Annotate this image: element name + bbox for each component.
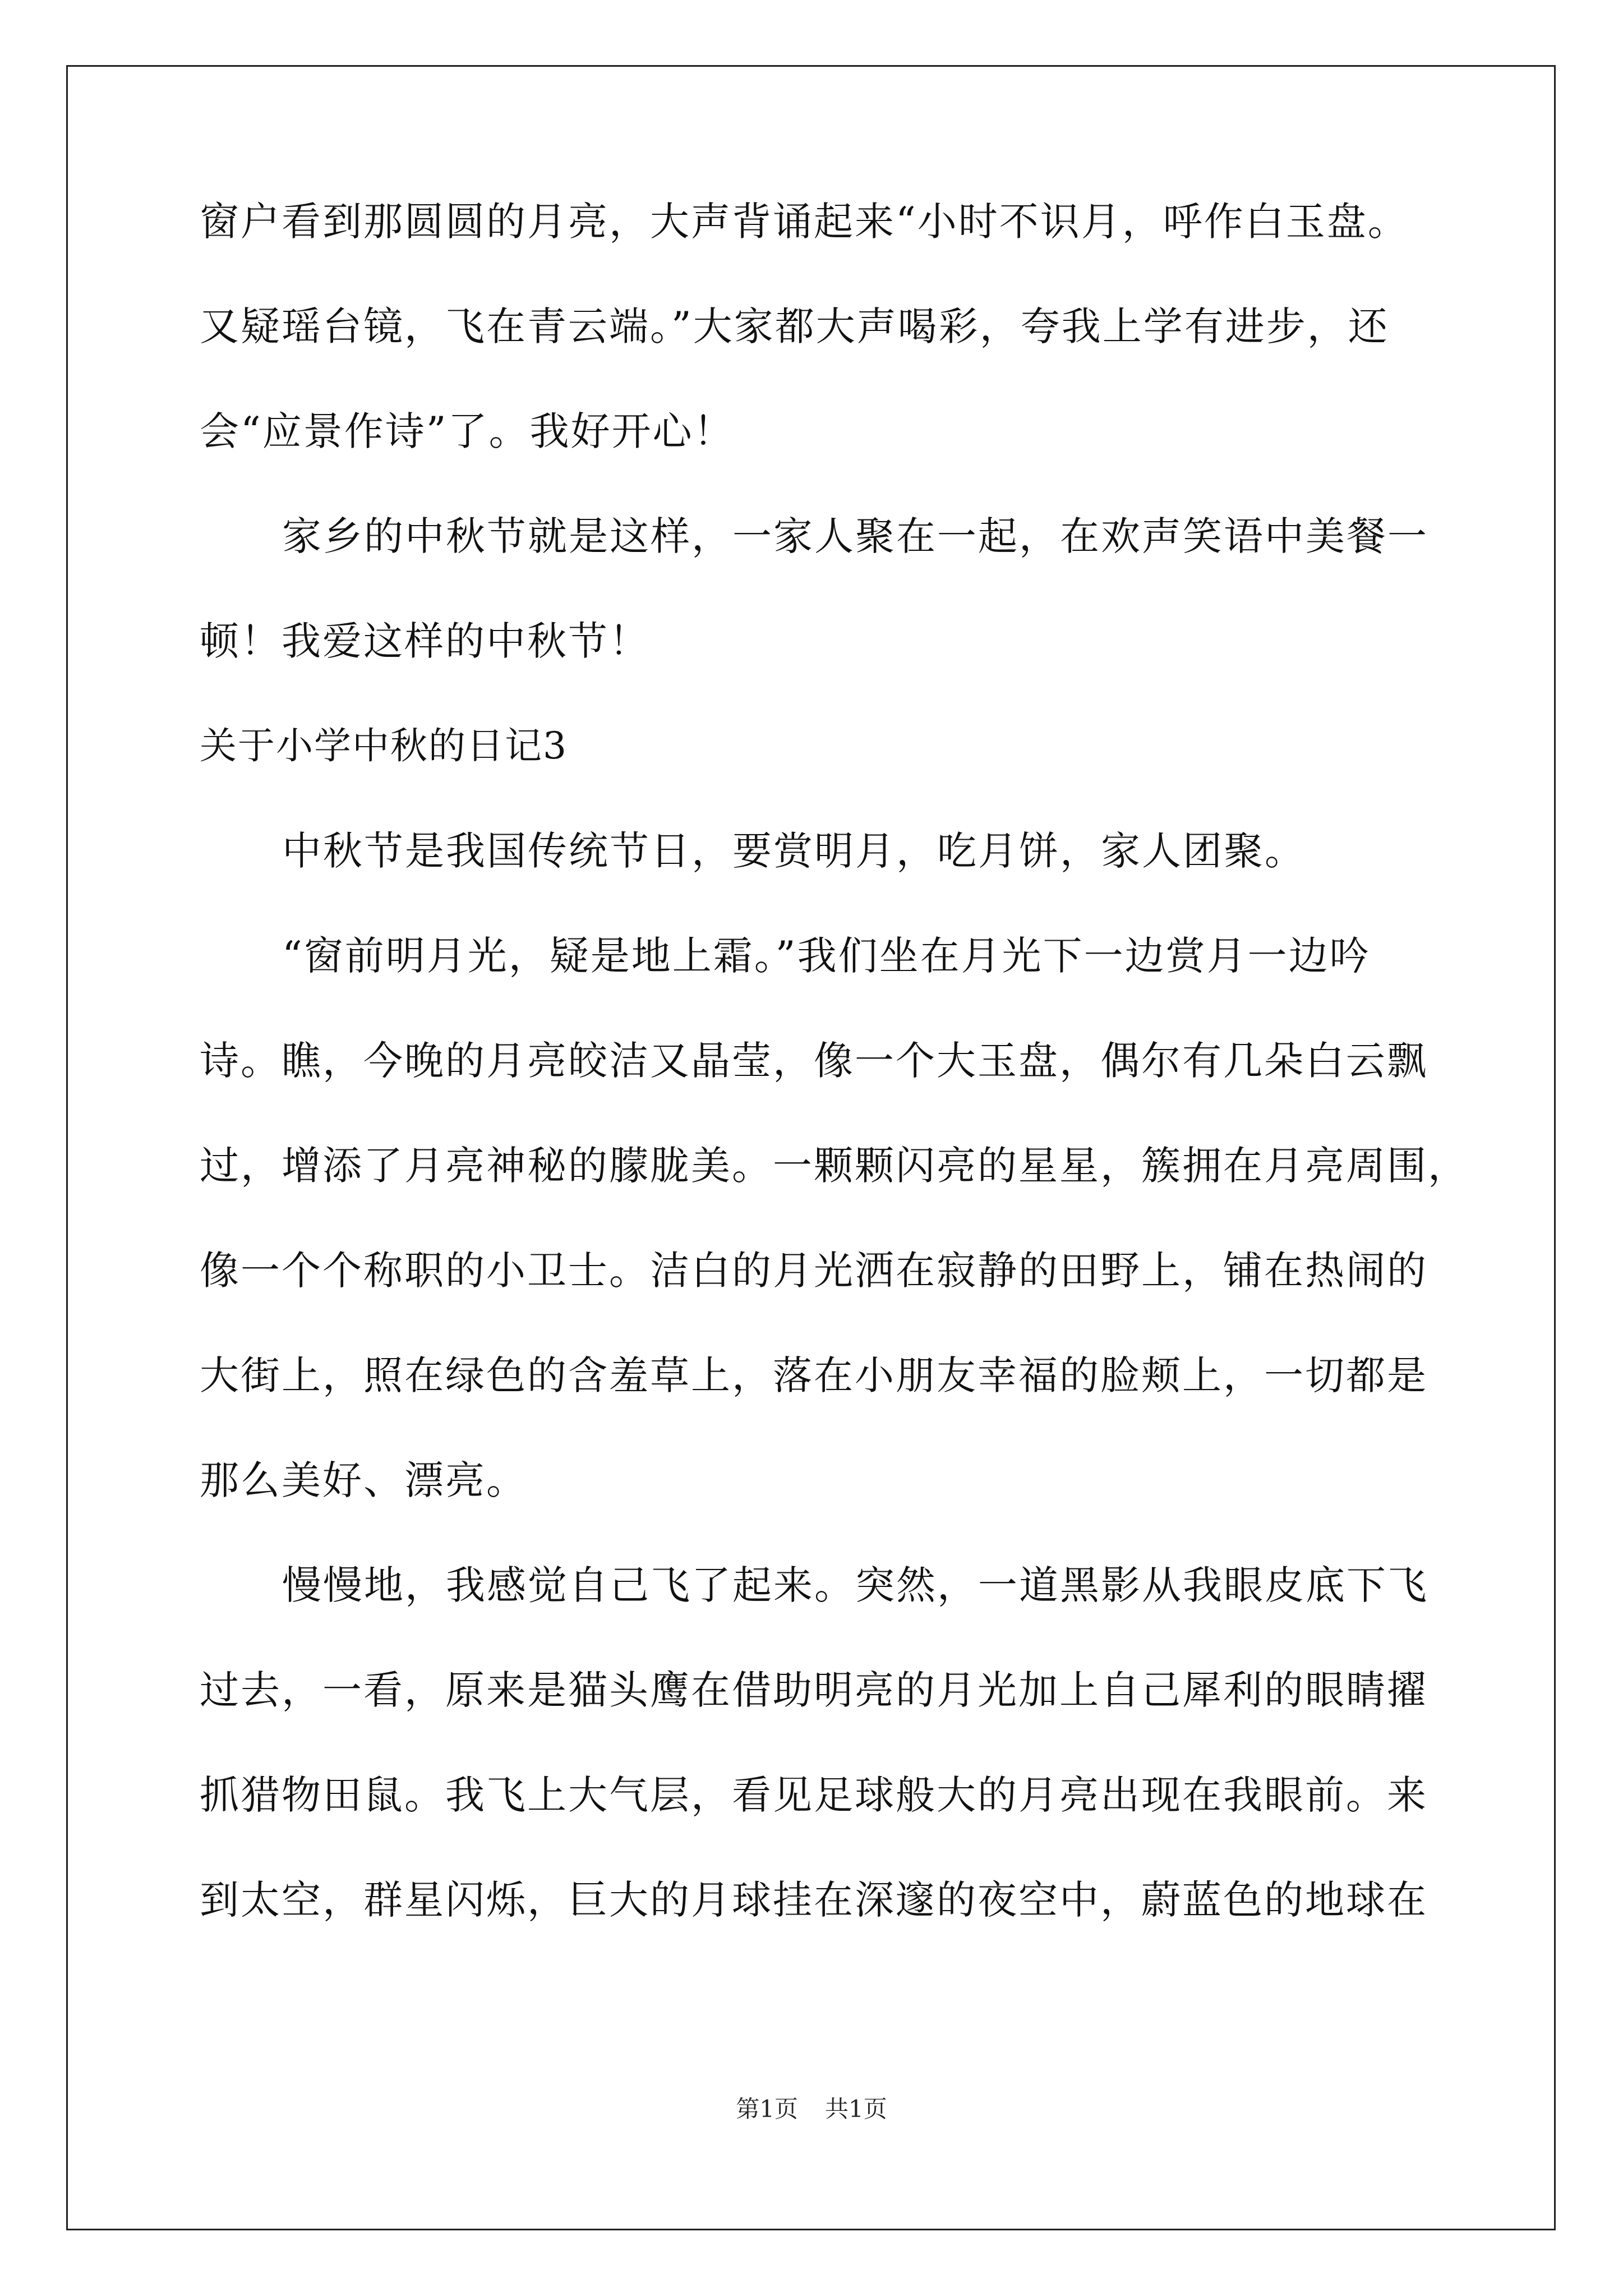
text-line: 过去，一看，原来是猫头鹰在借助明亮的月光加上自己犀利的眼睛擢 bbox=[200, 1667, 1428, 1713]
text-line: 大街上，照在绿色的含羞草上，落在小朋友幸福的脸颊上，一切都是 bbox=[200, 1352, 1428, 1398]
text-line: 窗户看到那圆圆的月亮，大声背诵起来“小时不识月，呼作白玉盘。 bbox=[200, 199, 1409, 245]
page-count: 共1页 bbox=[825, 2095, 887, 2123]
text-line: 那么美好、漂亮。 bbox=[200, 1457, 527, 1503]
text-line: 顿！我爱这样的中秋节！ bbox=[200, 618, 650, 664]
text-line: 会“应景作诗”了。我好开心！ bbox=[200, 408, 735, 454]
paragraph-start-line: 中秋节是我国传统节日，要赏明月，吃月饼，家人团聚。 bbox=[282, 828, 1306, 874]
paragraph-start-line: 家乡的中秋节就是这样，一家人聚在一起，在欢声笑语中美餐一 bbox=[282, 513, 1428, 559]
paragraph-start-line: 慢慢地，我感觉自己飞了起来。突然，一道黑影从我眼皮底下飞 bbox=[282, 1562, 1428, 1608]
text-line: 抓猎物田鼠。我飞上大气层，看见足球般大的月亮出现在我眼前。来 bbox=[200, 1772, 1428, 1818]
text-line: 又疑瑶台镜，飞在青云端。”大家都大声喝彩，夸我上学有进步，还 bbox=[200, 303, 1389, 349]
page-footer bbox=[0, 2092, 1623, 2126]
text-line: 像一个个称职的小卫士。洁白的月光洒在寂静的田野上，铺在热闹的 bbox=[200, 1248, 1428, 1294]
text-line: 到太空，群星闪烁，巨大的月球挂在深邃的夜空中，蔚蓝色的地球在 bbox=[200, 1877, 1428, 1923]
paragraph-start-line: “窗前明月光，疑是地上霜。”我们坐在月光下一边赏月一边吟 bbox=[282, 933, 1371, 979]
text-line: 诗。瞧，今晚的月亮皎洁又晶莹，像一个大玉盘，偶尔有几朵白云飘 bbox=[200, 1038, 1428, 1084]
text-line: 过，增添了月亮神秘的朦胧美。一颗颗闪亮的星星，簇拥在月亮周围， bbox=[200, 1143, 1469, 1189]
section-heading: 关于小学中秋的日记3 bbox=[200, 724, 568, 767]
page-number: 第1页 bbox=[736, 2095, 798, 2123]
